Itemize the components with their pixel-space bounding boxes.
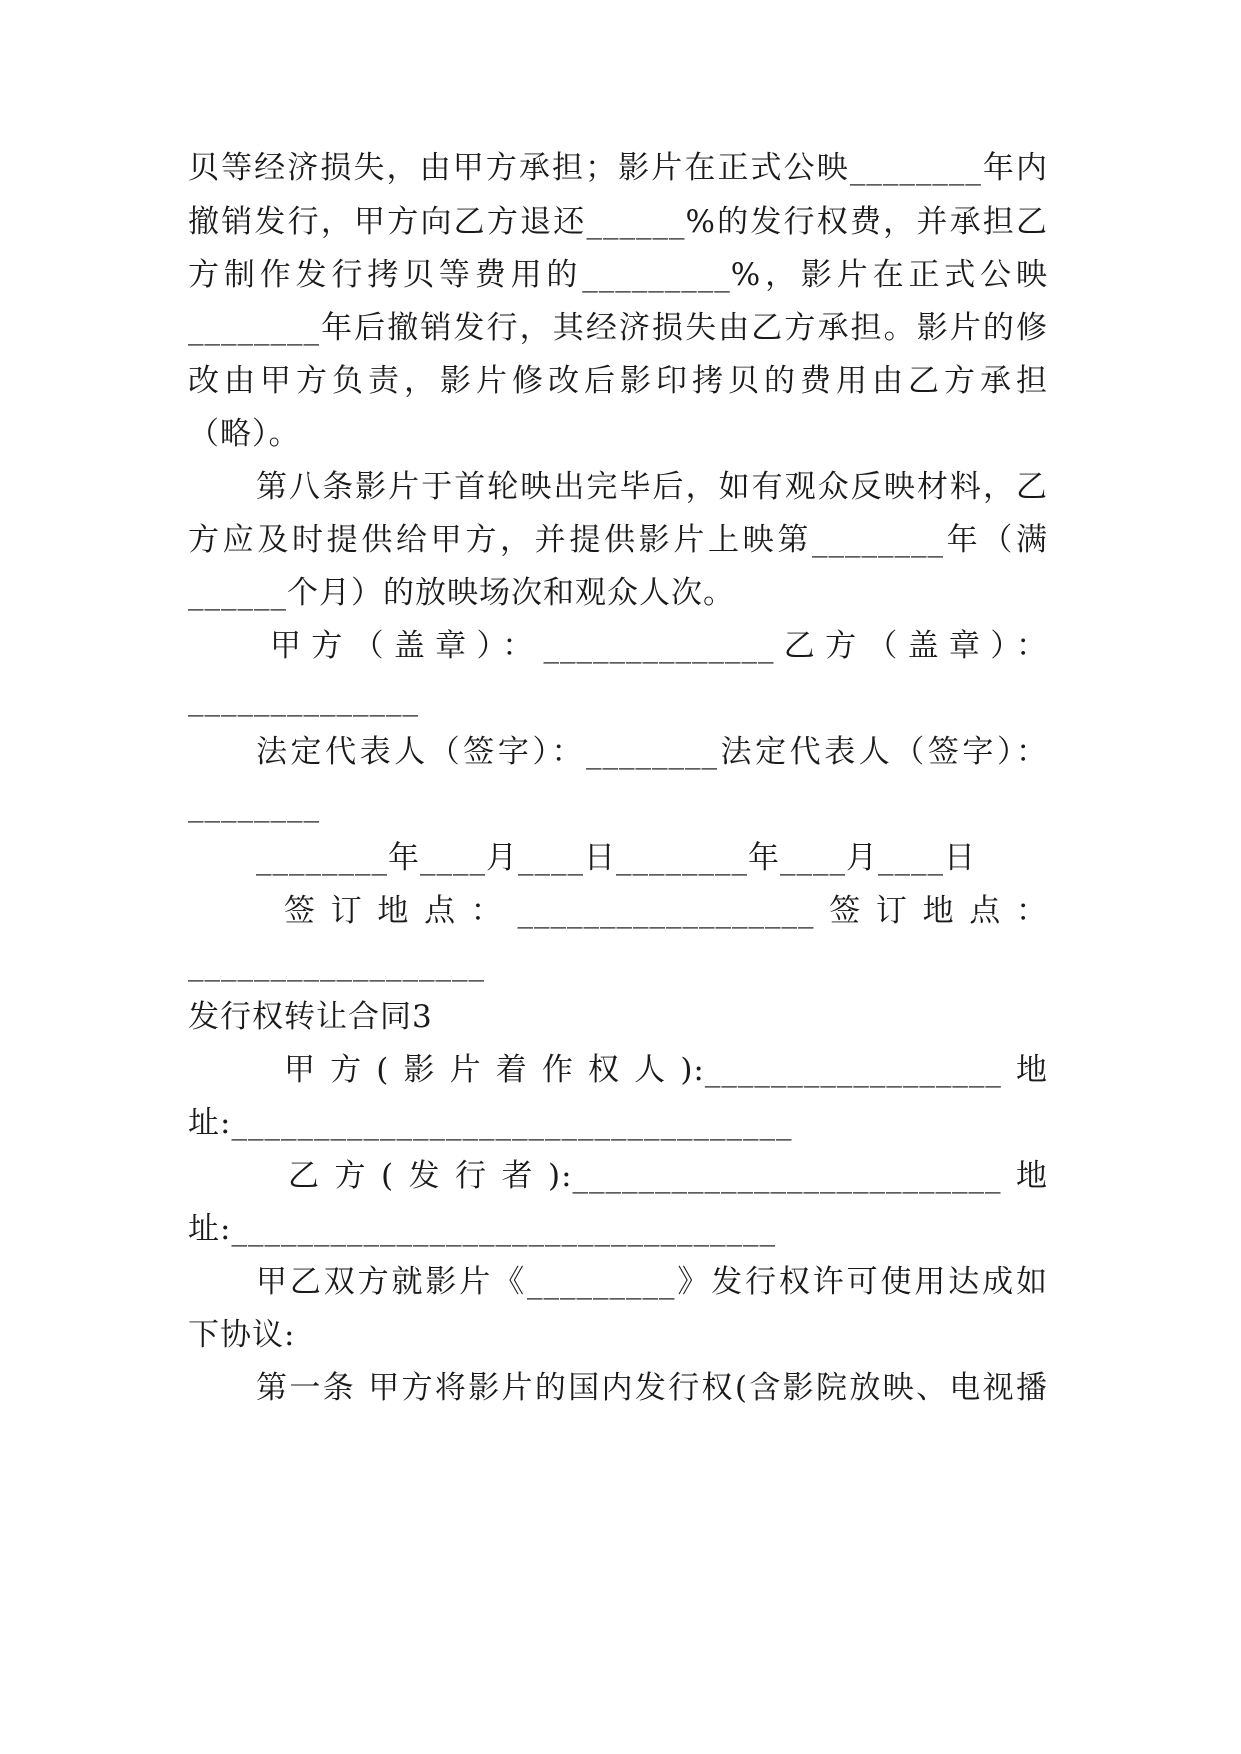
sign-place-blank: __________________ — [188, 946, 485, 982]
party-b-line: 乙方(发行者):__________________________地 — [288, 1158, 1048, 1194]
sign-place-line: 签订地点：__________________签订地点： — [284, 893, 1048, 929]
signing-dates: ________年____月____日________年____月____日 — [256, 840, 976, 876]
text-line: （略）。 — [188, 416, 301, 452]
party-seal-line: 甲方（盖章）：______________乙方（盖章）： — [270, 628, 1048, 664]
article-8-line: 第八条影片于首轮映出完毕后，如有观众反映材料，乙 — [256, 469, 1048, 505]
intro-line: 甲乙双方就影片《_________》发行权许可使用达成如 — [256, 1264, 1048, 1300]
article-8-line: 方应及时提供给甲方，并提供影片上映第________年（满 — [188, 522, 1048, 558]
text-line: 贝等经济损失，由甲方承担；影片在正式公映________年内 — [188, 150, 1048, 186]
text-line: 改由甲方负责，影片修改后影印拷贝的费用由乙方承担 — [188, 363, 1048, 399]
text-line: 撤销发行，甲方向乙方退还______%的发行权费，并承担乙 — [188, 204, 1048, 240]
text-line: 方制作发行拷贝等费用的_________%，影片在正式公映 — [188, 257, 1048, 293]
article-1-line: 第一条 甲方将影片的国内发行权(含影院放映、电视播 — [256, 1370, 1048, 1406]
contract-title: 发行权转让合同3 — [188, 999, 433, 1035]
legal-rep-line: 法定代表人（签字）：________法定代表人（签字）： — [256, 734, 1048, 770]
intro-line: 下协议: — [188, 1317, 296, 1353]
party-seal-blank: ______________ — [188, 681, 419, 717]
text-line: ________年后撤销发行，其经济损失由乙方承担。影片的修 — [188, 310, 1048, 346]
legal-rep-blank: ________ — [188, 787, 320, 823]
party-b-address: 址:_________________________________ — [188, 1211, 776, 1247]
party-a-line: 甲方(影片着作权人):__________________地 — [284, 1052, 1048, 1088]
article-8-line: ______个月）的放映场次和观众人次。 — [188, 575, 735, 611]
party-a-address: 址:__________________________________ — [188, 1105, 793, 1141]
